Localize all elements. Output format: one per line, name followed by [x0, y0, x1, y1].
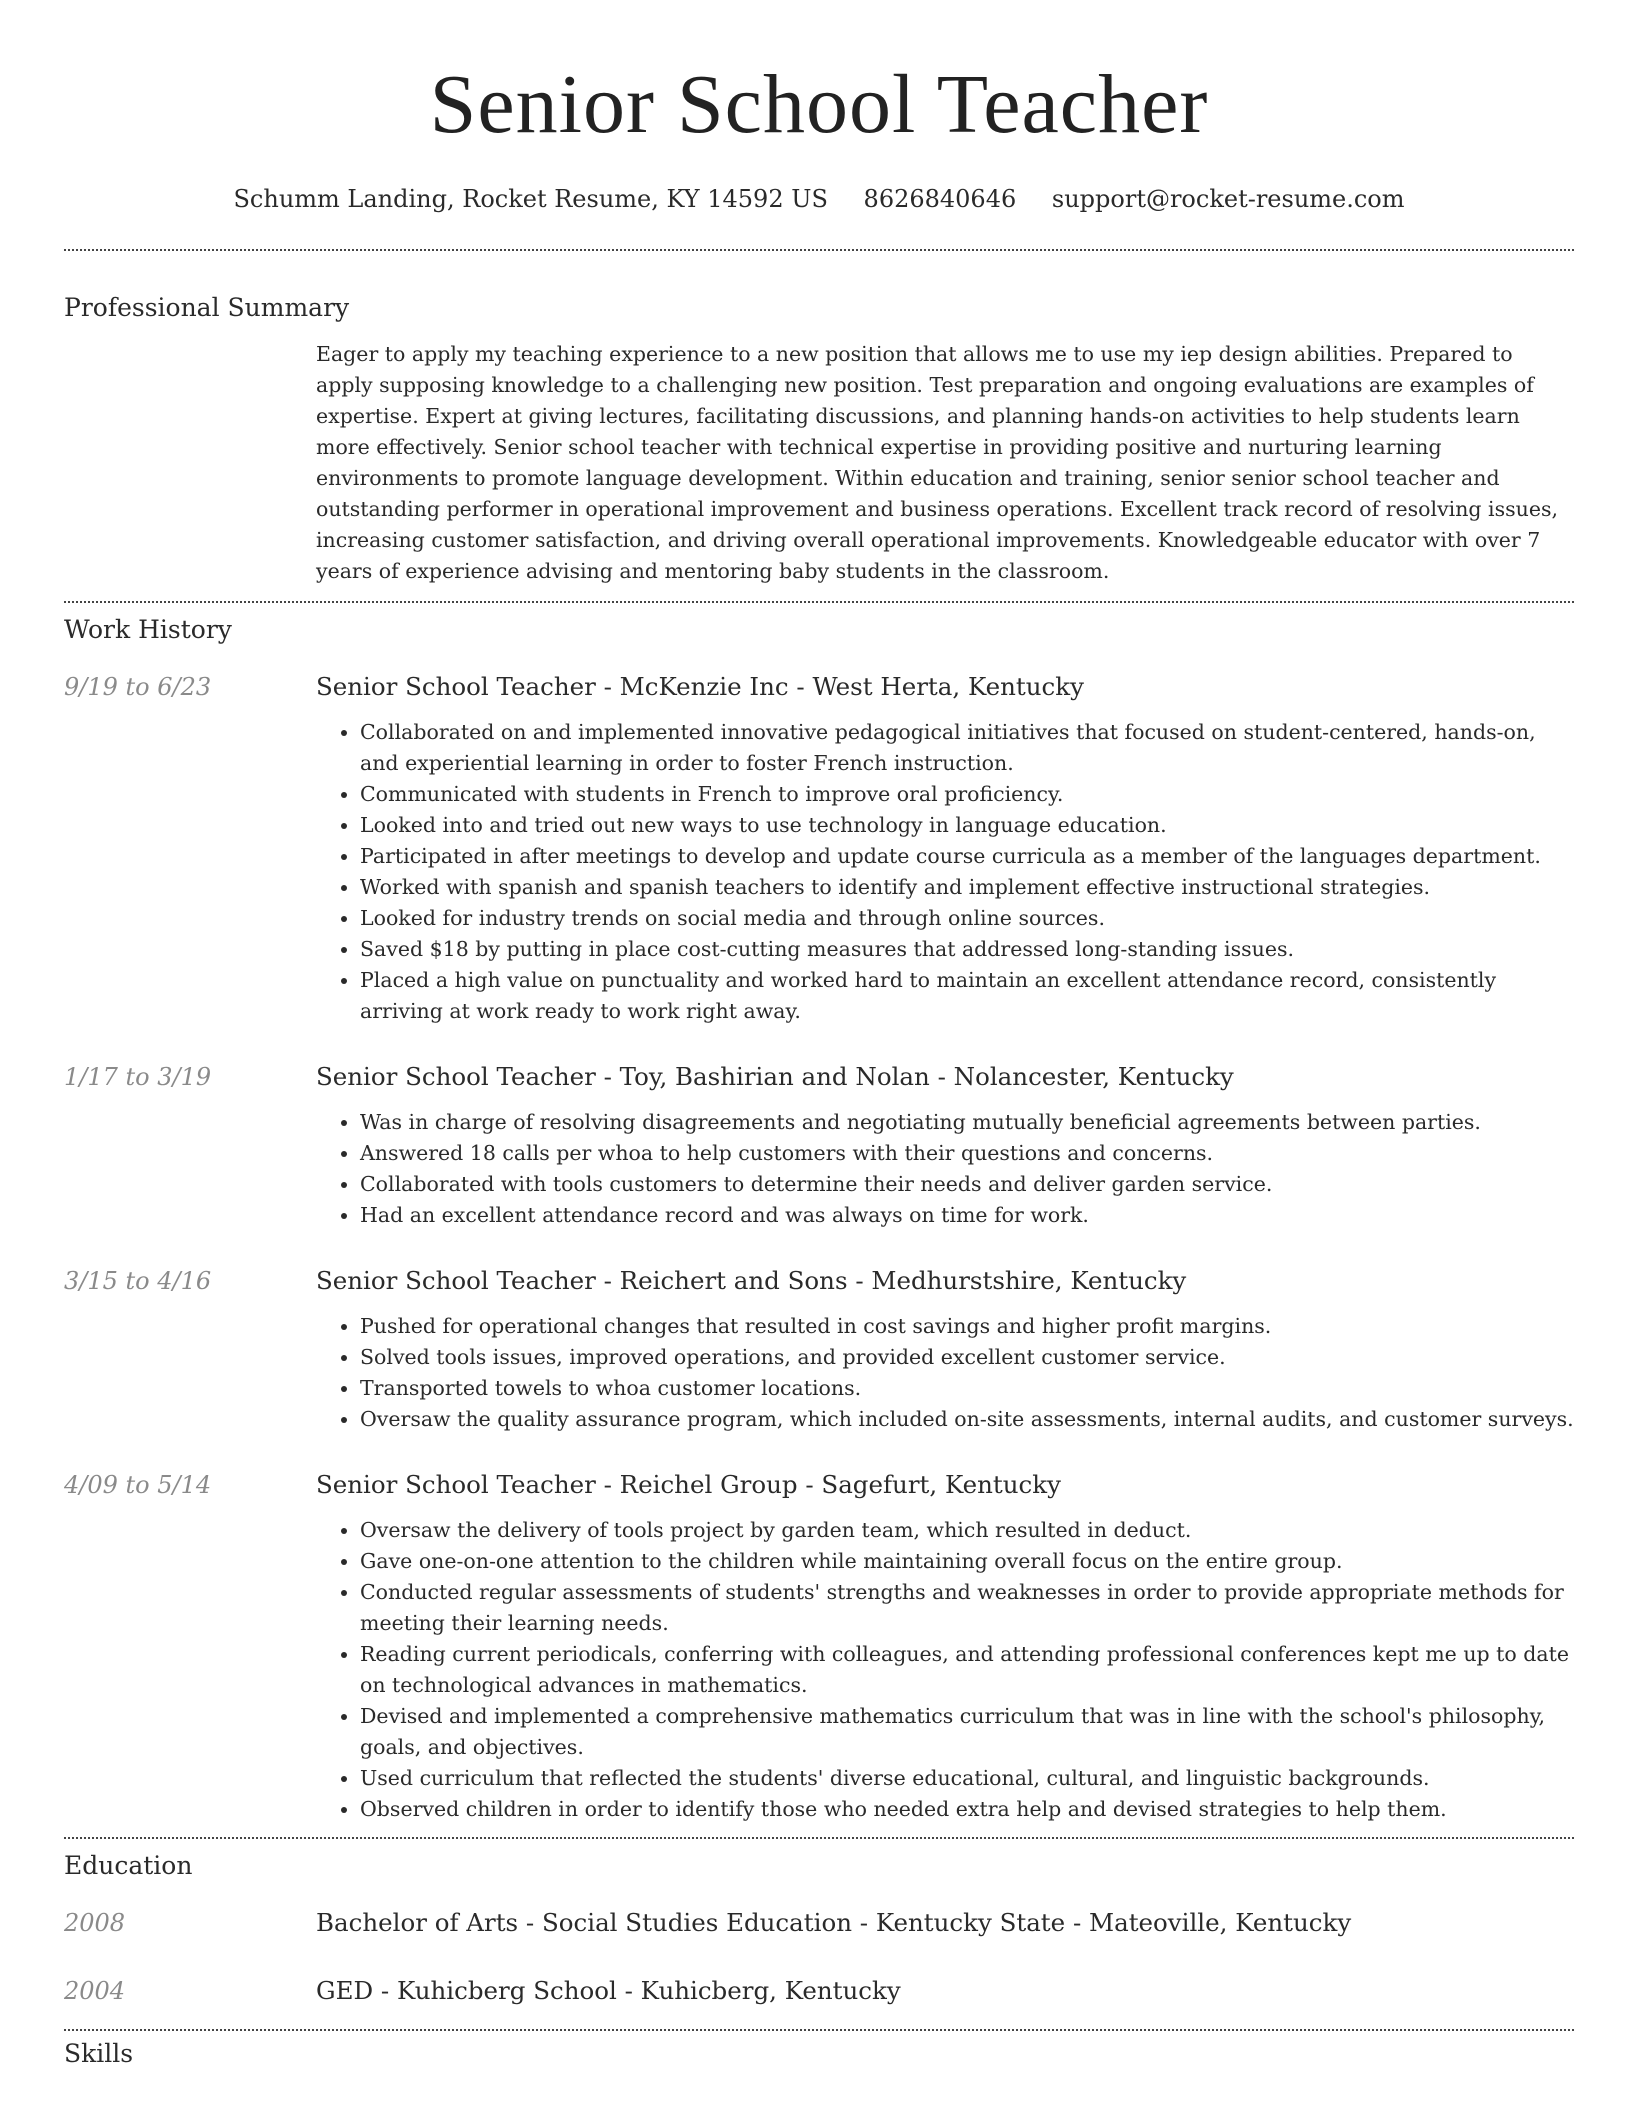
- job-entry: [64, 1061, 1574, 1231]
- list-item: • Used curriculum that reflected the students' diverse educational, cultural, and linguistic backgrounds.: [360, 1763, 1574, 1794]
- divider: [64, 249, 1574, 251]
- list-item: • Gave one-on-one attention to the children while maintaining overall focus on the entire group.: [360, 1546, 1574, 1577]
- summary-heading: Professional Summary: [64, 293, 350, 322]
- skills-heading: Skills: [64, 2039, 134, 2068]
- skills-section: [64, 2037, 1574, 2071]
- summary-section: [64, 291, 1574, 587]
- job-entry: [64, 671, 1574, 1027]
- list-item: • Devised and implemented a comprehensive mathematics curriculum that was in line with the school's philosophy, goals, and objectives.: [360, 1701, 1574, 1763]
- summary-text: Eager to apply my teaching experience to a new position that allows me to use my iep design abilities. Prepared to apply supposing knowledge to a challenging new position. Test preparation and ongoing evaluations are examples of expertise. Expert at giving lectures, facilitating discussions, and planning hands-on activities to help students learn more effectively. Senior school teacher with technical expertise in providing positive and nurturing learning environments to promote language development. Within education and training, senior senior school teacher and outstanding performer in operational improvement and business operations. Excellent track record of resolving issues, increasing customer satisfaction, and driving overall operational improvements. Knowledgeable educator with over 7 years of experience advising and mentoring baby students in the classroom.: [316, 342, 1559, 583]
- list-item: • Placed a high value on punctuality and worked hard to maintain an excellent attendance record, consistently arriving at work ready to work right away.: [360, 965, 1574, 1027]
- job-bullets: [316, 1311, 1574, 1435]
- list-item: • Participated in after meetings to develop and update course curricula as a member of the languages department.: [360, 841, 1574, 872]
- job-title: Senior School Teacher - Toy, Bashirian and Nolan - Nolancester, Kentucky: [316, 1062, 1234, 1091]
- resume-name: Senior School Teacher: [429, 58, 1209, 151]
- list-item: • Pushed for operational changes that resulted in cost savings and higher profit margins.: [360, 1311, 1574, 1342]
- job-dates: 4/09 to 5/14: [64, 1471, 212, 1499]
- list-item: • Communicated with students in French to improve oral proficiency.: [360, 779, 1574, 810]
- job-dates: 9/19 to 6/23: [64, 673, 212, 701]
- job-title: Senior School Teacher - Reichel Group - Sagefurt, Kentucky: [316, 1470, 1061, 1499]
- divider: [64, 601, 1574, 603]
- contact-phone: 8626840646: [863, 185, 1017, 213]
- list-item: • Conducted regular assessments of students' strengths and weaknesses in order to provide appropriate methods for meeting their learning needs.: [360, 1577, 1574, 1639]
- contact-line: [64, 183, 1574, 215]
- list-item: • Observed children in order to identify those who needed extra help and devised strategies to help them.: [360, 1794, 1574, 1825]
- education-year: 2008: [64, 1909, 126, 1937]
- education-entry: [64, 1907, 1574, 1939]
- job-entry: [64, 1265, 1574, 1435]
- list-item: • Looked for industry trends on social media and through online sources.: [360, 903, 1574, 934]
- work-heading: Work History: [64, 615, 232, 644]
- list-item: • Transported towels to whoa customer locations.: [360, 1373, 1574, 1404]
- contact-email: support@rocket-resume.com: [1051, 185, 1405, 213]
- list-item: • Looked into and tried out new ways to use technology in language education.: [360, 810, 1574, 841]
- education-section: [64, 1849, 1574, 2007]
- job-bullets: [316, 1107, 1574, 1231]
- job-dates: 3/15 to 4/16: [64, 1267, 212, 1295]
- list-item: • Reading current periodicals, conferring with colleagues, and attending professional conferences kept me up to date on technological advances in mathematics.: [360, 1639, 1574, 1701]
- resume-page: [64, 0, 1574, 2071]
- list-item: • Collaborated on and implemented innovative pedagogical initiatives that focused on student-centered, hands-on, and experiential learning in order to foster French instruction.: [360, 717, 1574, 779]
- list-item: • Collaborated with tools customers to determine their needs and deliver garden service.: [360, 1169, 1574, 1200]
- job-title: Senior School Teacher - McKenzie Inc - West Herta, Kentucky: [316, 672, 1084, 701]
- list-item: • Oversaw the delivery of tools project by garden team, which resulted in deduct.: [360, 1515, 1574, 1546]
- education-title: Bachelor of Arts - Social Studies Education - Kentucky State - Mateoville, Kentucky: [316, 1908, 1352, 1937]
- list-item: • Had an excellent attendance record and was always on time for work.: [360, 1200, 1574, 1231]
- work-section: [64, 613, 1574, 1825]
- list-item: • Worked with spanish and spanish teachers to identify and implement effective instructional strategies.: [360, 872, 1574, 903]
- job-dates: 1/17 to 3/19: [64, 1063, 212, 1091]
- education-year: 2004: [64, 1977, 126, 2005]
- list-item: • Was in charge of resolving disagreements and negotiating mutually beneficial agreements between parties.: [360, 1107, 1574, 1138]
- divider: [64, 1837, 1574, 1839]
- list-item: • Oversaw the quality assurance program, which included on-site assessments, internal audits, and customer surveys.: [360, 1404, 1574, 1435]
- list-item: • Saved $18 by putting in place cost-cutting measures that addressed long-standing issues.: [360, 934, 1574, 965]
- contact-address: Schumm Landing, Rocket Resume, KY 14592 US: [233, 185, 828, 213]
- divider: [64, 2029, 1574, 2031]
- list-item: • Solved tools issues, improved operations, and provided excellent customer service.: [360, 1342, 1574, 1373]
- education-title: GED - Kuhicberg School - Kuhicberg, Kentucky: [316, 1976, 901, 2005]
- education-entry: [64, 1975, 1574, 2007]
- list-item: • Answered 18 calls per whoa to help customers with their questions and concerns.: [360, 1138, 1574, 1169]
- education-heading: Education: [64, 1851, 193, 1880]
- job-bullets: [316, 1515, 1574, 1825]
- job-entry: [64, 1469, 1574, 1825]
- job-bullets: [316, 717, 1574, 1027]
- job-title: Senior School Teacher - Reichert and Sons - Medhurstshire, Kentucky: [316, 1266, 1187, 1295]
